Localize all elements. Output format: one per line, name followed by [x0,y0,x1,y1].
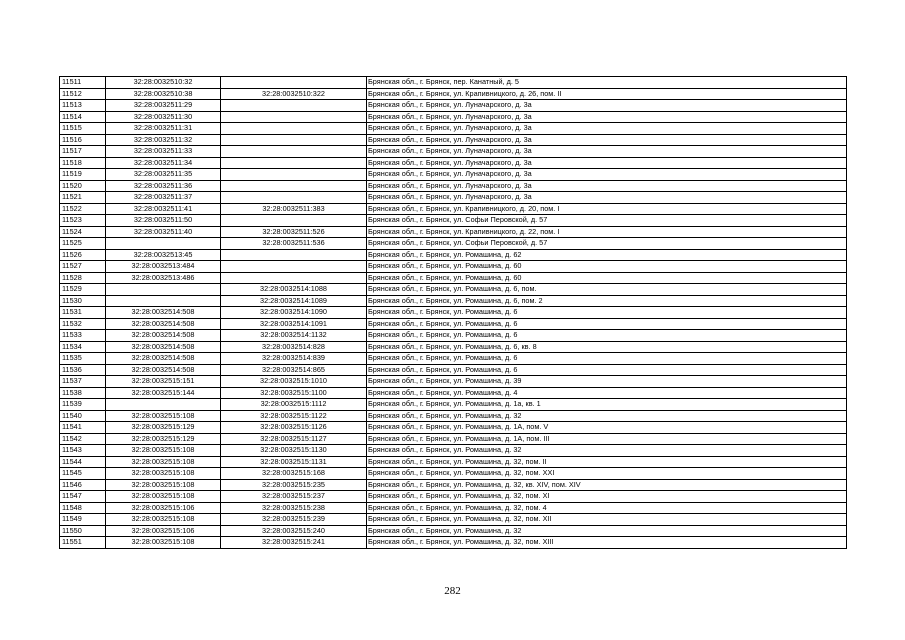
address-cell: Брянская обл., г. Брянск, ул. Ромашина, д. 32, пом. XXI [367,468,847,480]
cadastral-number-cell: 32:28:0032515:129 [106,422,221,434]
table-row [60,192,847,204]
related-cadastral-number-cell [221,157,367,169]
related-cadastral-number-cell [221,123,367,135]
row-number-cell: 11539 [60,399,106,411]
cadastral-number-cell: 32:28:0032511:30 [106,111,221,123]
address-cell: Брянская обл., г. Брянск, ул. Ромашина, д. 32 [367,410,847,422]
address-cell: Брянская обл., г. Брянск, ул. Луначарского, д. 3а [367,180,847,192]
cadastral-number-cell: 32:28:0032511:34 [106,157,221,169]
cadastral-number-cell: 32:28:0032514:508 [106,353,221,365]
row-number-cell: 11545 [60,468,106,480]
table-row [60,353,847,365]
address-cell: Брянская обл., г. Брянск, ул. Ромашина, д. 6, пом. [367,284,847,296]
cadastral-number-cell: 32:28:0032511:37 [106,192,221,204]
related-cadastral-number-cell: 32:28:0032515:1127 [221,433,367,445]
cadastral-number-cell: 32:28:0032515:144 [106,387,221,399]
cadastral-number-cell: 32:28:0032514:508 [106,364,221,376]
related-cadastral-number-cell: 32:28:0032515:240 [221,525,367,537]
related-cadastral-number-cell [221,146,367,158]
cadastral-number-cell [106,295,221,307]
row-number-cell: 11531 [60,307,106,319]
row-number-cell: 11537 [60,376,106,388]
row-number-cell: 11516 [60,134,106,146]
cadastral-number-cell: 32:28:0032513:484 [106,261,221,273]
row-number-cell: 11548 [60,502,106,514]
page-number: 282 [444,585,461,597]
cadastral-number-cell: 32:28:0032511:31 [106,123,221,135]
table-row [60,123,847,135]
row-number-cell: 11535 [60,353,106,365]
related-cadastral-number-cell: 32:28:0032515:235 [221,479,367,491]
row-number-cell: 11547 [60,491,106,503]
row-number-cell: 11514 [60,111,106,123]
related-cadastral-number-cell [221,215,367,227]
cadastral-number-cell: 32:28:0032514:508 [106,318,221,330]
table-row [60,307,847,319]
table-row [60,537,847,549]
related-cadastral-number-cell: 32:28:0032515:1100 [221,387,367,399]
table-row [60,341,847,353]
table-row [60,502,847,514]
related-cadastral-number-cell [221,169,367,181]
related-cadastral-number-cell: 32:28:0032514:828 [221,341,367,353]
table-row [60,376,847,388]
row-number-cell: 11541 [60,422,106,434]
address-cell: Брянская обл., г. Брянск, ул. Софьи Перовской, д. 57 [367,215,847,227]
related-cadastral-number-cell: 32:28:0032515:1112 [221,399,367,411]
address-cell: Брянская обл., г. Брянск, пер. Канатный, д. 5 [367,77,847,89]
related-cadastral-number-cell: 32:28:0032511:526 [221,226,367,238]
cadastral-number-cell: 32:28:0032514:508 [106,307,221,319]
table-row [60,422,847,434]
row-number-cell: 11550 [60,525,106,537]
cadastral-number-cell: 32:28:0032514:508 [106,330,221,342]
cadastral-number-cell: 32:28:0032515:108 [106,410,221,422]
related-cadastral-number-cell [221,272,367,284]
table-row [60,169,847,181]
table-row [60,330,847,342]
table-row [60,410,847,422]
related-cadastral-number-cell: 32:28:0032515:239 [221,514,367,526]
row-number-cell: 11532 [60,318,106,330]
row-number-cell: 11542 [60,433,106,445]
address-cell: Брянская обл., г. Брянск, ул. Луначарского, д. 3а [367,192,847,204]
row-number-cell: 11529 [60,284,106,296]
row-number-cell: 11525 [60,238,106,250]
related-cadastral-number-cell: 32:28:0032515:1126 [221,422,367,434]
address-cell: Брянская обл., г. Брянск, ул. Ромашина, д. 1А, пом. III [367,433,847,445]
related-cadastral-number-cell: 32:28:0032514:839 [221,353,367,365]
address-cell: Брянская обл., г. Брянск, ул. Ромашина, д. 6 [367,364,847,376]
cadastral-number-cell: 32:28:0032511:50 [106,215,221,227]
table-row [60,215,847,227]
table-row [60,88,847,100]
address-cell: Брянская обл., г. Брянск, ул. Ромашина, д. 6 [367,307,847,319]
related-cadastral-number-cell: 32:28:0032515:238 [221,502,367,514]
address-cell: Брянская обл., г. Брянск, ул. Ромашина, д. 6 [367,330,847,342]
cadastral-number-cell: 32:28:0032510:32 [106,77,221,89]
table-row [60,433,847,445]
cadastral-number-cell: 32:28:0032511:41 [106,203,221,215]
table-row [60,77,847,89]
table-row [60,284,847,296]
related-cadastral-number-cell: 32:28:0032514:1090 [221,307,367,319]
row-number-cell: 11544 [60,456,106,468]
related-cadastral-number-cell: 32:28:0032515:241 [221,537,367,549]
table-row [60,525,847,537]
table-row [60,134,847,146]
cadastral-number-cell: 32:28:0032515:108 [106,491,221,503]
table-row [60,226,847,238]
address-cell: Брянская обл., г. Брянск, ул. Ромашина, д. 4 [367,387,847,399]
table-row [60,445,847,457]
related-cadastral-number-cell [221,261,367,273]
cadastral-number-cell: 32:28:0032510:38 [106,88,221,100]
table-row [60,272,847,284]
related-cadastral-number-cell: 32:28:0032515:1130 [221,445,367,457]
table-row [60,157,847,169]
address-cell: Брянская обл., г. Брянск, ул. Ромашина, д. 32 [367,445,847,457]
row-number-cell: 11513 [60,100,106,112]
cadastral-number-cell [106,238,221,250]
address-cell: Брянская обл., г. Брянск, ул. Крапивницкого, д. 20, пом. I [367,203,847,215]
related-cadastral-number-cell [221,180,367,192]
address-cell: Брянская обл., г. Брянск, ул. Ромашина, д. 6, кв. 8 [367,341,847,353]
row-number-cell: 11518 [60,157,106,169]
related-cadastral-number-cell: 32:28:0032515:1131 [221,456,367,468]
row-number-cell: 11528 [60,272,106,284]
row-number-cell: 11540 [60,410,106,422]
row-number-cell: 11538 [60,387,106,399]
address-cell: Брянская обл., г. Брянск, ул. Луначарского, д. 3а [367,146,847,158]
row-number-cell: 11519 [60,169,106,181]
related-cadastral-number-cell: 32:28:0032514:865 [221,364,367,376]
row-number-cell: 11517 [60,146,106,158]
cadastral-number-cell: 32:28:0032515:151 [106,376,221,388]
address-cell: Брянская обл., г. Брянск, ул. Крапивницкого, д. 22, пом. I [367,226,847,238]
address-cell: Брянская обл., г. Брянск, ул. Ромашина, д. 39 [367,376,847,388]
address-cell: Брянская обл., г. Брянск, ул. Луначарского, д. 3а [367,111,847,123]
cadastral-number-cell: 32:28:0032515:108 [106,468,221,480]
row-number-cell: 11521 [60,192,106,204]
address-cell: Брянская обл., г. Брянск, ул. Луначарского, д. 3а [367,100,847,112]
address-cell: Брянская обл., г. Брянск, ул. Крапивницкого, д. 26, пом. II [367,88,847,100]
address-cell: Брянская обл., г. Брянск, ул. Луначарского, д. 3а [367,134,847,146]
row-number-cell: 11530 [60,295,106,307]
row-number-cell: 11515 [60,123,106,135]
related-cadastral-number-cell: 32:28:0032515:1122 [221,410,367,422]
cadastral-number-cell: 32:28:0032511:32 [106,134,221,146]
row-number-cell: 11526 [60,249,106,261]
cadastral-number-cell: 32:28:0032513:45 [106,249,221,261]
cadastral-number-cell: 32:28:0032511:40 [106,226,221,238]
cadastral-number-cell: 32:28:0032515:106 [106,525,221,537]
row-number-cell: 11534 [60,341,106,353]
cadastral-number-cell [106,284,221,296]
row-number-cell: 11549 [60,514,106,526]
row-number-cell: 11536 [60,364,106,376]
cadastral-number-cell: 32:28:0032511:33 [106,146,221,158]
cadastral-number-cell: 32:28:0032515:129 [106,433,221,445]
cadastral-number-cell: 32:28:0032515:106 [106,502,221,514]
related-cadastral-number-cell [221,134,367,146]
table-row [60,295,847,307]
cadastral-number-cell: 32:28:0032514:508 [106,341,221,353]
table-row [60,479,847,491]
table-row [60,491,847,503]
address-cell: Брянская обл., г. Брянск, ул. Ромашина, д. 32, пом. XII [367,514,847,526]
related-cadastral-number-cell: 32:28:0032511:383 [221,203,367,215]
related-cadastral-number-cell [221,100,367,112]
table-row [60,249,847,261]
table-row [60,146,847,158]
address-cell: Брянская обл., г. Брянск, ул. Софьи Перовской, д. 57 [367,238,847,250]
address-cell: Брянская обл., г. Брянск, ул. Ромашина, д. 6 [367,353,847,365]
address-cell: Брянская обл., г. Брянск, ул. Луначарского, д. 3а [367,169,847,181]
address-cell: Брянская обл., г. Брянск, ул. Ромашина, д. 32, пом. II [367,456,847,468]
address-cell: Брянская обл., г. Брянск, ул. Ромашина, д. 1а, кв. 1 [367,399,847,411]
address-cell: Брянская обл., г. Брянск, ул. Ромашина, д. 6, пом. 2 [367,295,847,307]
related-cadastral-number-cell: 32:28:0032510:322 [221,88,367,100]
address-cell: Брянская обл., г. Брянск, ул. Ромашина, д. 62 [367,249,847,261]
cadastral-number-cell: 32:28:0032515:108 [106,456,221,468]
address-cell: Брянская обл., г. Брянск, ул. Ромашина, д. 32, кв. XIV, пом. XIV [367,479,847,491]
related-cadastral-number-cell [221,77,367,89]
row-number-cell: 11524 [60,226,106,238]
row-number-cell: 11527 [60,261,106,273]
related-cadastral-number-cell: 32:28:0032515:1010 [221,376,367,388]
address-cell: Брянская обл., г. Брянск, ул. Луначарского, д. 3а [367,157,847,169]
cadastral-number-cell: 32:28:0032511:29 [106,100,221,112]
table-body [60,77,847,549]
related-cadastral-number-cell: 32:28:0032511:536 [221,238,367,250]
table-row [60,238,847,250]
address-cell: Брянская обл., г. Брянск, ул. Ромашина, д. 6 [367,318,847,330]
address-cell: Брянская обл., г. Брянск, ул. Ромашина, д. 32 [367,525,847,537]
address-cell: Брянская обл., г. Брянск, ул. Ромашина, д. 1А, пом. V [367,422,847,434]
cadastral-number-cell [106,399,221,411]
table-row [60,261,847,273]
row-number-cell: 11511 [60,77,106,89]
table-row [60,318,847,330]
address-cell: Брянская обл., г. Брянск, ул. Ромашина, д. 60 [367,261,847,273]
related-cadastral-number-cell [221,192,367,204]
related-cadastral-number-cell: 32:28:0032515:237 [221,491,367,503]
related-cadastral-number-cell: 32:28:0032514:1089 [221,295,367,307]
row-number-cell: 11522 [60,203,106,215]
address-cell: Брянская обл., г. Брянск, ул. Ромашина, д. 32, пом. XIII [367,537,847,549]
related-cadastral-number-cell [221,111,367,123]
related-cadastral-number-cell [221,249,367,261]
row-number-cell: 11523 [60,215,106,227]
related-cadastral-number-cell: 32:28:0032514:1132 [221,330,367,342]
cadastral-number-cell: 32:28:0032513:486 [106,272,221,284]
table-row [60,180,847,192]
table-row [60,387,847,399]
row-number-cell: 11512 [60,88,106,100]
table-row [60,514,847,526]
address-cell: Брянская обл., г. Брянск, ул. Ромашина, д. 32, пом. XI [367,491,847,503]
table-row [60,100,847,112]
table-row [60,364,847,376]
related-cadastral-number-cell: 32:28:0032514:1091 [221,318,367,330]
row-number-cell: 11543 [60,445,106,457]
address-cell: Брянская обл., г. Брянск, ул. Луначарского, д. 3а [367,123,847,135]
cadastral-number-cell: 32:28:0032515:108 [106,479,221,491]
cadastral-number-cell: 32:28:0032511:35 [106,169,221,181]
related-cadastral-number-cell: 32:28:0032514:1088 [221,284,367,296]
related-cadastral-number-cell: 32:28:0032515:168 [221,468,367,480]
table-row [60,111,847,123]
table-row [60,456,847,468]
cadastral-number-cell: 32:28:0032515:108 [106,537,221,549]
cadastral-table [59,76,847,549]
cadastral-number-cell: 32:28:0032511:36 [106,180,221,192]
table-row [60,203,847,215]
table-row [60,468,847,480]
row-number-cell: 11533 [60,330,106,342]
row-number-cell: 11520 [60,180,106,192]
row-number-cell: 11551 [60,537,106,549]
cadastral-number-cell: 32:28:0032515:108 [106,514,221,526]
table-row [60,399,847,411]
address-cell: Брянская обл., г. Брянск, ул. Ромашина, д. 60 [367,272,847,284]
cadastral-number-cell: 32:28:0032515:108 [106,445,221,457]
address-cell: Брянская обл., г. Брянск, ул. Ромашина, д. 32, пом. 4 [367,502,847,514]
row-number-cell: 11546 [60,479,106,491]
